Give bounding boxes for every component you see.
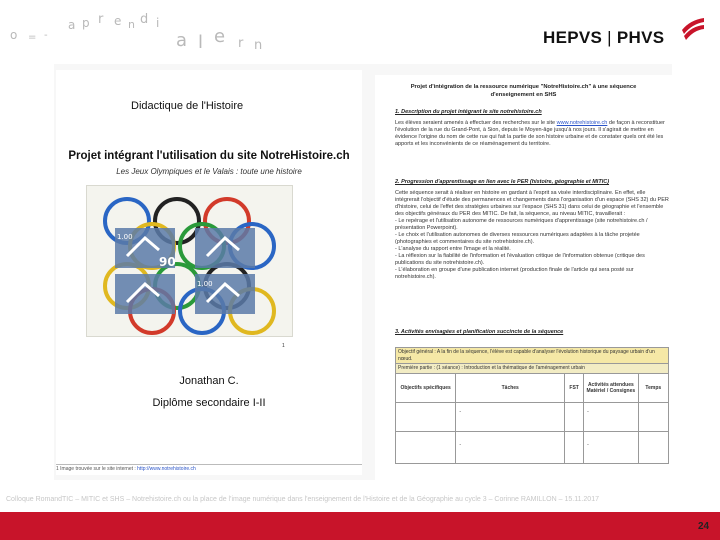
deco-letter: - [44, 30, 48, 41]
section-heading: 2. Progression d'apprentissage en lien avec le PER (histoire, géographie et MITIC) [395, 179, 610, 185]
planning-table-box [395, 347, 669, 464]
footnote-label: 1 Image trouvée sur le site internet : [56, 466, 138, 472]
section-heading: 3. Activités envisagées et planification succincte de la séquence [395, 329, 564, 335]
footnote-link[interactable]: http://www.notrehistoire.ch [137, 466, 196, 472]
logo-brand-fr: HEPVS [543, 28, 603, 47]
olympic-stamp-sheet-image [86, 185, 293, 337]
decorative-letters [10, 8, 340, 58]
paragraph-text: Les élèves seraient amenés à effectuer des recherches sur le site [395, 120, 557, 126]
stamp-value: 1.00 [197, 280, 213, 288]
table-cell: - [456, 431, 565, 463]
column-header: Activités attendues Matériel / Consignes [584, 374, 638, 403]
section-paragraph [395, 120, 670, 148]
bullet-item: - L'élaboration en groupe d'une publication internet (production finale de l'article qui sera posté sur notrehistoire.ch). [395, 267, 634, 280]
table-cell [396, 431, 456, 463]
deco-letter: n [128, 18, 135, 31]
deco-letter: l [198, 32, 204, 53]
stamp-value: 1.00 [117, 233, 133, 241]
bullet-item: - Le choix et l'utilisation autonomes de diverses ressources numériques adaptées à la tâche projetée (photographies et commentaires du site notrehistoire.ch). [395, 232, 640, 245]
bullet-item: - La réflexion sur la fiabilité de l'information et l'évaluation critique de l'information obtenue (critique des publications du site notrehistoire.ch). [395, 253, 645, 266]
table-row [396, 402, 668, 431]
deco-letter: o [10, 28, 18, 42]
section-1 [395, 109, 670, 148]
section-3 [395, 329, 670, 336]
deco-letter: e [114, 14, 122, 28]
section-heading: 1. Description du projet intégrant le site notrehistoire.ch [395, 109, 542, 115]
table-cell [638, 431, 668, 463]
page-title: Projet intégrant l'utilisation du site NotreHistoire.ch [68, 150, 350, 162]
page-subtitle: Les Jeux Olympiques et le Valais : toute une histoire [116, 167, 302, 176]
deco-letter: a [68, 18, 76, 32]
table-cell [638, 402, 668, 431]
table-cell [565, 402, 584, 431]
right-document-page [375, 75, 672, 480]
deco-letter: = [28, 32, 37, 43]
section-2 [395, 179, 670, 281]
hepvs-logo [543, 28, 664, 48]
first-lesson-row: Première partie : (1 séance) : Introduction et la thématique de l'aménagement urbain [396, 364, 668, 374]
logo-separator: | [607, 28, 612, 47]
project-title-line: Projet d'intégration de la ressource numérique "NotreHistoire.ch" à une séquence [410, 84, 637, 90]
table-cell [396, 402, 456, 431]
column-header: FST [565, 374, 584, 403]
logo-brand-de: PHVS [616, 28, 665, 47]
deco-letter: r [98, 12, 104, 27]
project-title-line: d'enseignement en SHS [490, 92, 557, 98]
deco-letter: r [238, 36, 244, 51]
column-header: Objectifs spécifiques [396, 374, 456, 403]
stamp-face-value: 90 [159, 255, 176, 269]
bottom-bar [0, 512, 720, 540]
deco-letter: p [82, 16, 90, 30]
paragraph-text: de façon à reconstituer l'évolution de la rue du Grand-Pont, à Sion, depuis le Moyen-âge jusqu'à nos jours. Il s'agirait de mettre en évidence l'origine du nom de cette rue qui fait la partie de son histoire urbaine et de constater quels ont été les apports et les inconvénients de ce réaménagement du territoire. [395, 120, 665, 147]
deco-letter: a [176, 30, 188, 51]
project-title [375, 83, 672, 99]
table-cell: - [584, 431, 638, 463]
page-header: Didactique de l'Histoire [131, 100, 244, 112]
notrehistoire-link[interactable]: www.notrehistoire.ch [556, 120, 608, 126]
deco-letter: i [156, 16, 160, 30]
column-header: Temps [638, 374, 668, 403]
diploma-label: Diplôme secondaire I-II [152, 397, 266, 409]
table-cell: - [456, 402, 565, 431]
table-row [396, 431, 668, 463]
general-objective: Objectif général : A la fin de la séquence, l'élève est capable d'analyser l'évolution historique du paysage urbain d'un nœud. [396, 348, 668, 364]
column-header: Tâches [456, 374, 565, 403]
deco-letter: n [254, 38, 263, 53]
left-document-page [56, 70, 362, 475]
table-cell [565, 431, 584, 463]
table-cell: - [584, 402, 638, 431]
footnote [56, 464, 362, 472]
slide-caption: Colloque RomandTIC – MITIC et SHS – Notrehistoire.ch ou la place de l'image numérique dans l'enseignement de l'Histoire et de la Géographie au cycle 3 – Corinne RAMILLON – 15.11.2017 [6, 496, 599, 503]
bullet-item: - L'analyse du rapport entre l'image et la réalité. [395, 246, 511, 252]
page-number: 24 [698, 521, 710, 532]
section-paragraph: Cette séquence serait à réaliser en histoire en gardant à l'esprit sa visée interdisciplinaire. En effet, elle intégrerait l'objectif d'étude des permanences et changements dans l'organisation d'un espace (SHS 32) du PER d'histoire, celui de l'effet des stratégies urbaines sur l'espace (SHS 31) dans celui de géographie et l'ensemble des objectifs généraux du PER des MITIC. De fait, la séquence, au niveau MITIC, travaillerait : [395, 190, 669, 217]
author-name: Jonathan C. [179, 375, 239, 387]
bullet-item: - Le repérage et l'utilisation autonome de ressources numériques d'apprentissage (site notrehistoire.ch / présentation Powerpoint). [395, 218, 648, 231]
deco-letter: d [140, 12, 149, 27]
planning-table [396, 374, 668, 463]
table-header-row [396, 374, 668, 403]
deco-letter: e [214, 26, 226, 47]
footnote-marker: 1 [282, 343, 285, 349]
hep-flag-icon [680, 16, 706, 42]
